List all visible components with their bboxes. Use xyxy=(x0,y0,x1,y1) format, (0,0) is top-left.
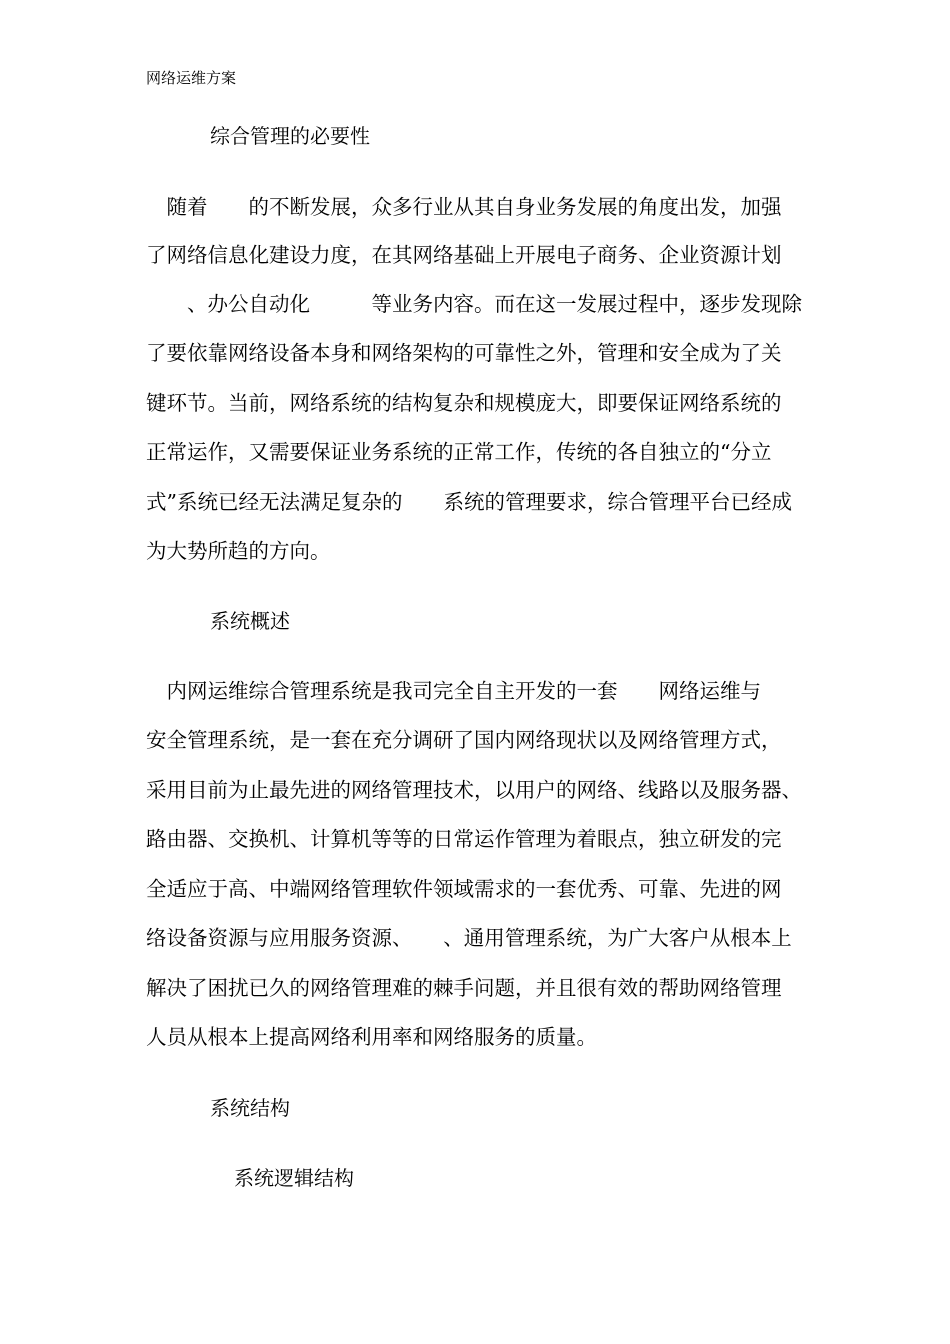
paragraph-line: 采用目前为止最先进的网络管理技术，以用户的网络、线路以及服务器、 xyxy=(146,778,802,802)
paragraph-line: 、办公自动化 等业务内容。而在这一发展过程中，逐步发现除 xyxy=(146,292,802,316)
paragraph-line: 内网运维综合管理系统是我司完全自主开发的一套 网络运维与 xyxy=(146,679,761,703)
paragraph-line: 络设备资源与应用服务资源、 、通用管理系统，为广大客户从根本上 xyxy=(146,926,792,950)
section-heading-necessity: 综合管理的必要性 xyxy=(210,124,370,148)
paragraph-line: 键环节。当前，网络系统的结构复杂和规模庞大，即要保证网络系统的 xyxy=(146,391,782,415)
section-heading-structure: 系统结构 xyxy=(210,1096,290,1120)
section-heading-logical-structure: 系统逻辑结构 xyxy=(234,1166,354,1190)
paragraph-line: 式”系统已经无法满足复杂的 系统的管理要求，综合管理平台已经成 xyxy=(146,490,792,514)
paragraph-line: 了要依靠网络设备本身和网络架构的可靠性之外，管理和安全成为了关 xyxy=(146,341,782,365)
paragraph-line: 全适应于高、中端网络管理软件领域需求的一套优秀、可靠、先进的网 xyxy=(146,877,782,901)
running-header: 网络运维方案 xyxy=(146,69,237,87)
paragraph-line: 正常运作，又需要保证业务系统的正常工作，传统的各自独立的“分立 xyxy=(146,440,772,464)
paragraph-line: 人员从根本上提高网络利用率和网络服务的质量。 xyxy=(146,1025,597,1049)
paragraph-line: 了网络信息化建设力度，在其网络基础上开展电子商务、企业资源计划 xyxy=(146,243,782,267)
paragraph-line: 路由器、交换机、计算机等等的日常运作管理为着眼点，独立研发的完 xyxy=(146,827,782,851)
paragraph-line: 安全管理系统，是一套在充分调研了国内网络现状以及网络管理方式， xyxy=(146,728,782,752)
paragraph-line: 随着 的不断发展，众多行业从其自身业务发展的角度出发，加强 xyxy=(146,195,782,219)
paragraph-line: 解决了困扰已久的网络管理难的棘手问题，并且很有效的帮助网络管理 xyxy=(146,976,782,1000)
paragraph-line: 为大势所趋的方向。 xyxy=(146,539,331,563)
section-heading-overview: 系统概述 xyxy=(210,609,290,633)
